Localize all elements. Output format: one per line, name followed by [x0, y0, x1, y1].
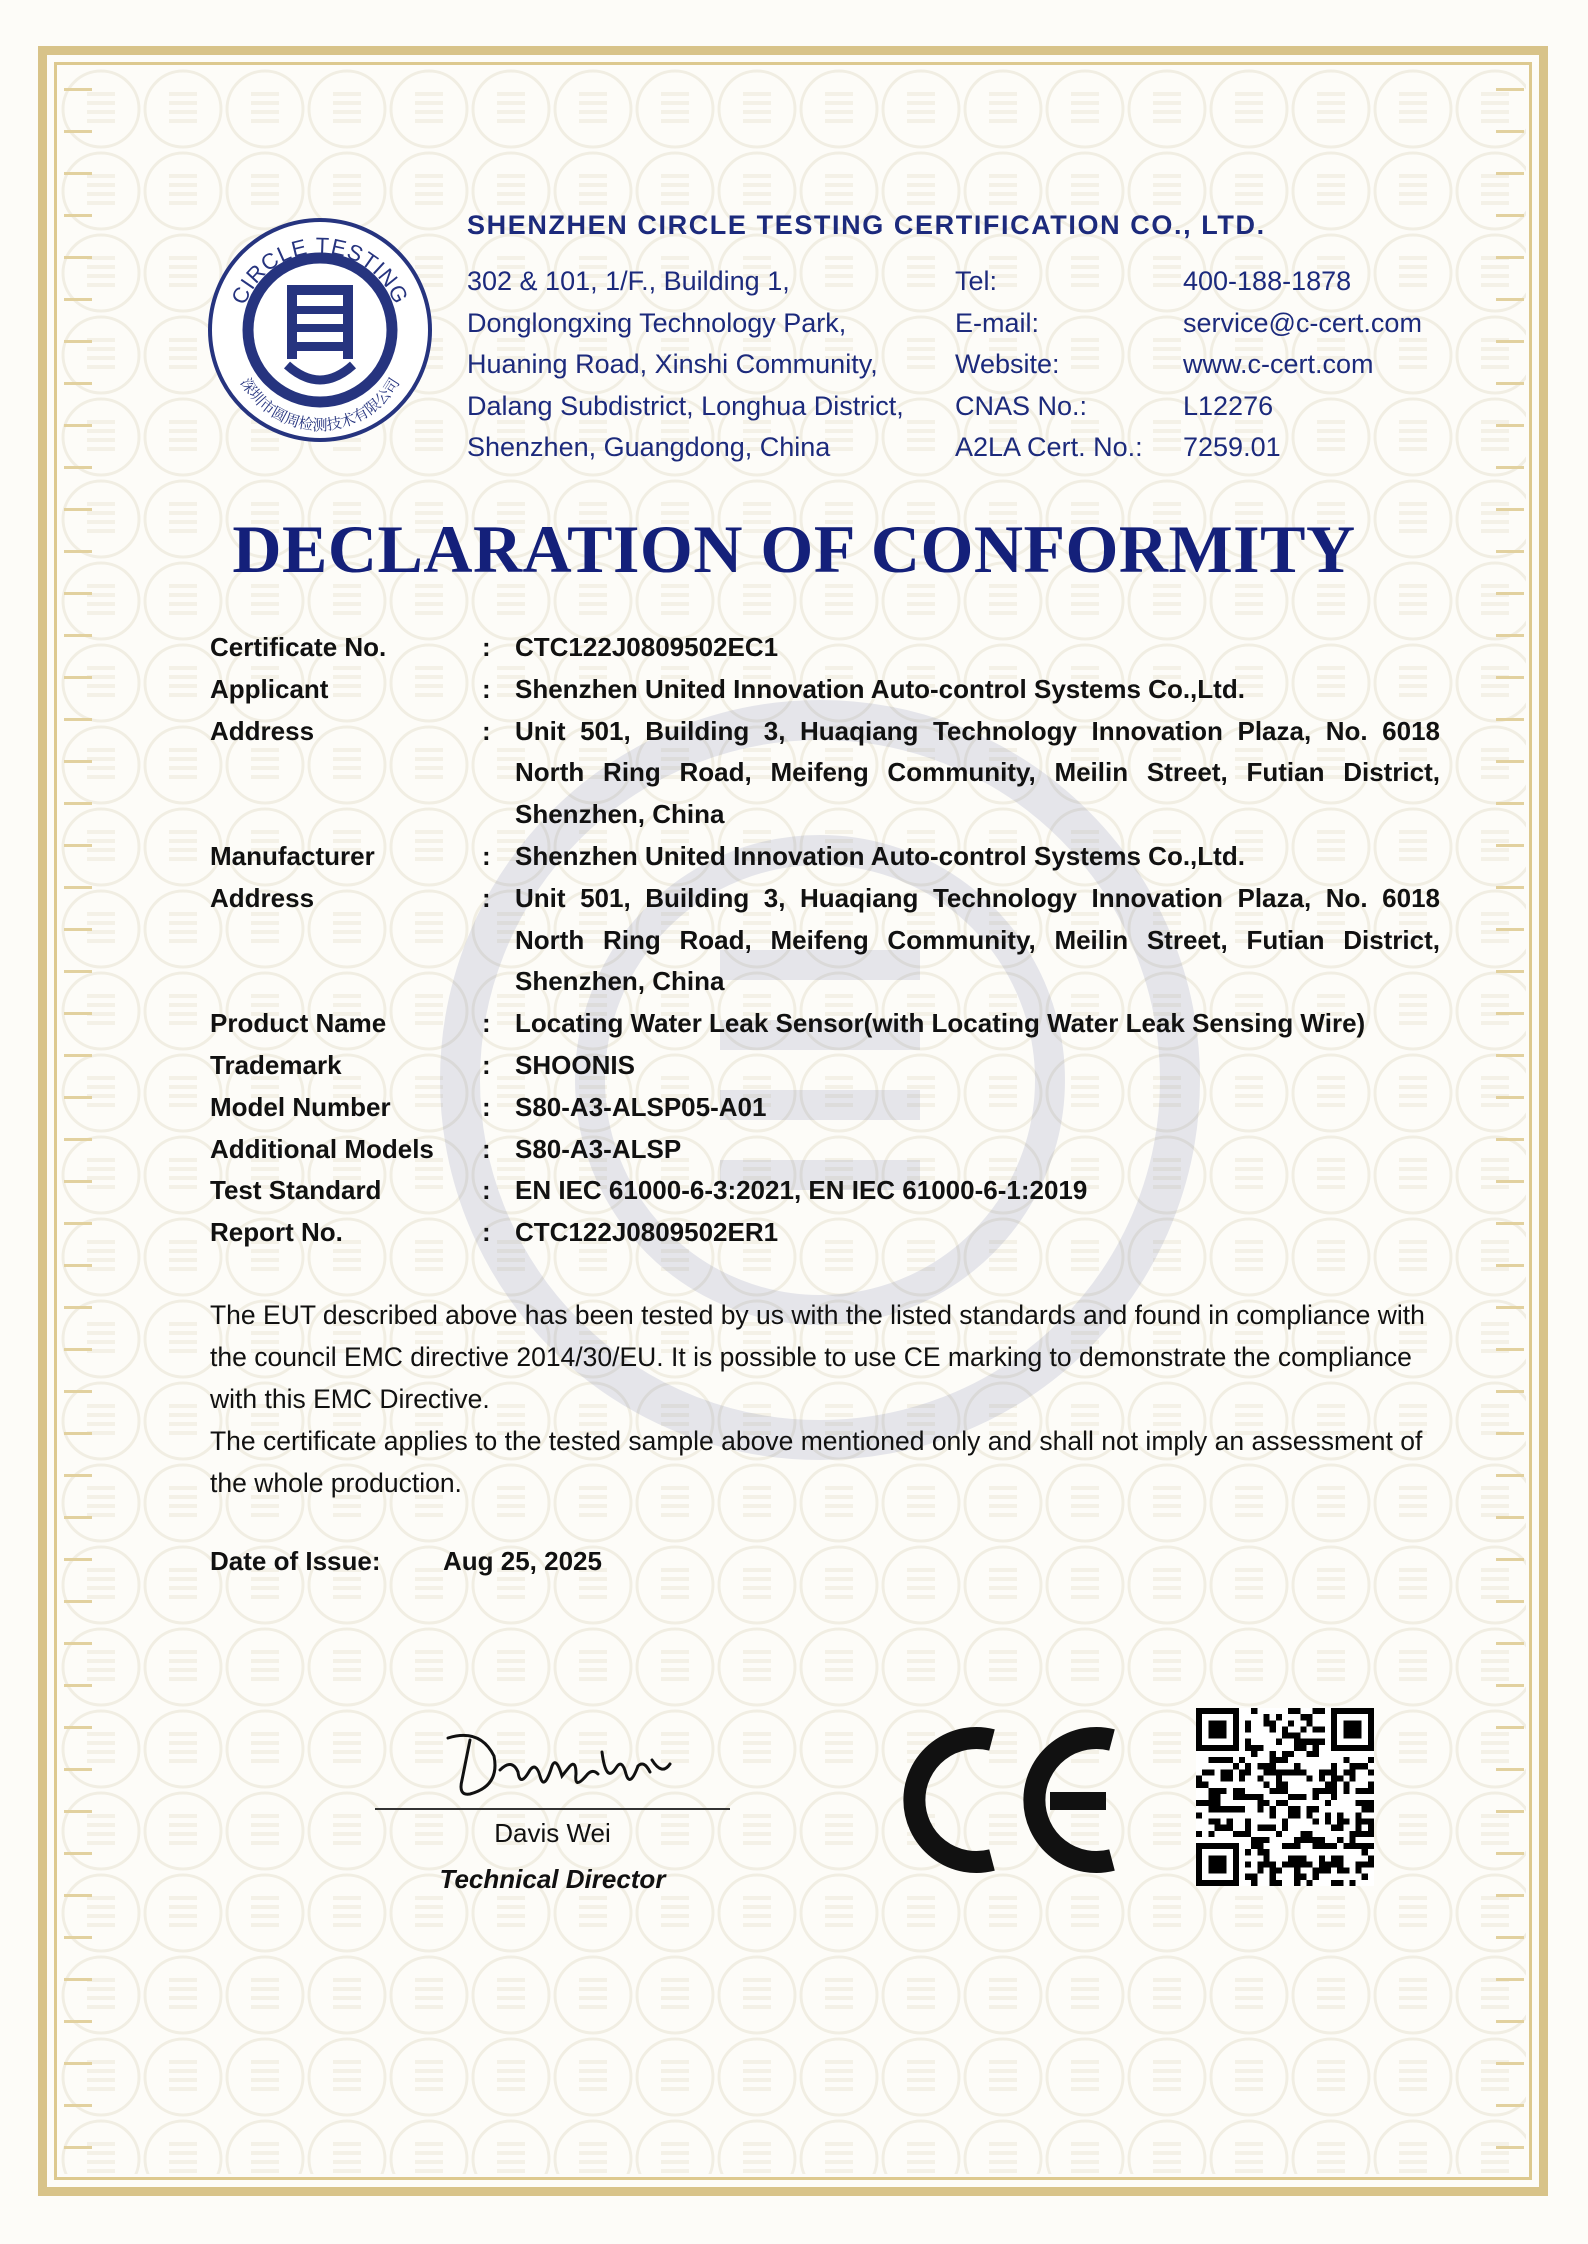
left-border-ticks	[60, 70, 96, 2170]
contact-value: www.c-cert.com	[1183, 349, 1374, 379]
address-line: Huaning Road, Xinshi Community,	[467, 349, 878, 379]
field-value: CTC122J0809502ER1	[515, 1217, 779, 1248]
field-additional-models	[210, 1129, 1440, 1171]
contact-label: CNAS No.:	[955, 390, 1088, 421]
contact-label: Tel:	[955, 266, 998, 296]
field-value: Locating Water Leak Sensor(with Locating Water Leak Sensing Wire)	[515, 1008, 1366, 1039]
field-value: S80-A3-ALSP05-A01	[515, 1091, 767, 1122]
field-label: Address	[210, 715, 315, 746]
company-name: SHENZHEN CIRCLE TESTING CERTIFICATION CO., LTD.	[467, 210, 1266, 240]
field-value: CTC122J0809502EC1	[515, 632, 779, 662]
field-applicant-address	[210, 711, 1440, 836]
contact-value: 7259.01	[1183, 432, 1281, 462]
field-value: EN IEC 61000-6-3:2021, EN IEC 61000-6-1:2019	[515, 1175, 1088, 1206]
logo-chinese-text: 深圳市圆周检测技术有限公司	[236, 374, 404, 434]
field-colon: :	[482, 1091, 491, 1122]
contact-value: L12276	[1183, 390, 1274, 421]
contact-label: A2LA Cert. No.:	[955, 432, 1143, 462]
field-value: Unit 501, Building 3, Huaqiang Technology Innovation Plaza, No. 6018 North Ring Road, Meifeng Community, Meilin Street, Futian District, Shenzhen, China	[515, 715, 1440, 830]
field-value: Shenzhen United Innovation Auto-control Systems Co.,Ltd.	[515, 673, 1245, 704]
field-certificate-no	[210, 627, 1440, 669]
field-colon: :	[482, 1133, 491, 1164]
qr-code-icon	[1196, 1708, 1374, 1886]
statement-paragraph: The EUT described above has been tested by us with the listed standards and found in compliance with the council EMC directive 2014/30/EU. It is possible to use CE marking to demonstrate the compliance with this EMC Directive.	[210, 1300, 1425, 1414]
field-label: Report No.	[210, 1217, 343, 1248]
field-colon: :	[482, 1049, 491, 1080]
field-colon: :	[482, 715, 491, 746]
field-applicant	[210, 669, 1440, 711]
field-label: Model Number	[210, 1091, 391, 1122]
certificate-fields	[210, 627, 1440, 1254]
field-test-standard	[210, 1170, 1440, 1212]
field-value: Unit 501, Building 3, Huaqiang Technology Innovation Plaza, No. 6018 North Ring Road, Meifeng Community, Meilin Street, Futian District, Shenzhen, China	[515, 882, 1440, 997]
contact-value: 400-188-1878	[1183, 266, 1352, 296]
signer-title: Technical Director	[439, 1864, 666, 1894]
field-value: S80-A3-ALSP	[515, 1133, 682, 1164]
field-product-name	[210, 1003, 1440, 1045]
field-value: SHOONIS	[515, 1049, 635, 1080]
field-report-no	[210, 1212, 1440, 1254]
field-trademark	[210, 1045, 1440, 1087]
contact-label: Website:	[955, 349, 1060, 379]
handwritten-signature	[440, 1710, 680, 1810]
date-of-issue	[210, 1546, 602, 1577]
address-line: 302 & 101, 1/F., Building 1,	[467, 266, 790, 296]
address-line: Shenzhen, Guangdong, China	[467, 432, 831, 462]
contact-value: service@c-cert.com	[1183, 307, 1422, 338]
field-label: Trademark	[210, 1049, 342, 1080]
contact-a2la	[955, 427, 1422, 469]
signer-name: Davis Wei	[494, 1818, 611, 1848]
field-value: Shenzhen United Innovation Auto-control Systems Co.,Ltd.	[515, 840, 1245, 871]
logo-text: CIRCLE TESTING	[226, 232, 414, 309]
field-model-number	[210, 1087, 1440, 1129]
compliance-statement	[210, 1294, 1450, 1504]
address-line: Donglongxing Technology Park,	[467, 307, 847, 338]
field-colon: :	[482, 632, 491, 662]
ce-mark-icon	[900, 1722, 1120, 1878]
issue-date: Aug 25, 2025	[443, 1546, 602, 1576]
field-colon: :	[482, 673, 491, 704]
field-colon: :	[482, 1008, 491, 1039]
field-label: Applicant	[210, 673, 329, 704]
signature-line	[375, 1808, 730, 1810]
contact-details	[955, 261, 1422, 469]
field-colon: :	[482, 840, 491, 871]
contact-website	[955, 344, 1422, 386]
field-label: Test Standard	[210, 1175, 382, 1206]
contact-tel	[955, 261, 1422, 303]
contact-cnas	[955, 386, 1422, 428]
field-label: Address	[210, 882, 315, 913]
contact-email	[955, 303, 1422, 345]
issue-label: Date of Issue:	[210, 1546, 381, 1576]
statement-paragraph: The certificate applies to the tested sample above mentioned only and shall not imply an assessment of the whole production.	[210, 1426, 1423, 1498]
circle-testing-seal-icon	[205, 215, 435, 445]
company-address	[467, 261, 904, 469]
field-label: Certificate No.	[210, 632, 387, 662]
field-manufacturer-address	[210, 878, 1440, 1003]
contact-label: E-mail:	[955, 307, 1040, 338]
field-colon: :	[482, 1217, 491, 1248]
field-label: Additional Models	[210, 1133, 434, 1164]
field-label: Manufacturer	[210, 840, 375, 871]
field-colon: :	[482, 882, 491, 913]
address-line: Dalang Subdistrict, Longhua District,	[467, 390, 904, 421]
field-label: Product Name	[210, 1008, 387, 1039]
document-title: DECLARATION OF CONFORMITY	[232, 511, 1356, 587]
field-colon: :	[482, 1175, 491, 1206]
right-border-ticks	[1492, 70, 1528, 2170]
field-manufacturer	[210, 836, 1440, 878]
